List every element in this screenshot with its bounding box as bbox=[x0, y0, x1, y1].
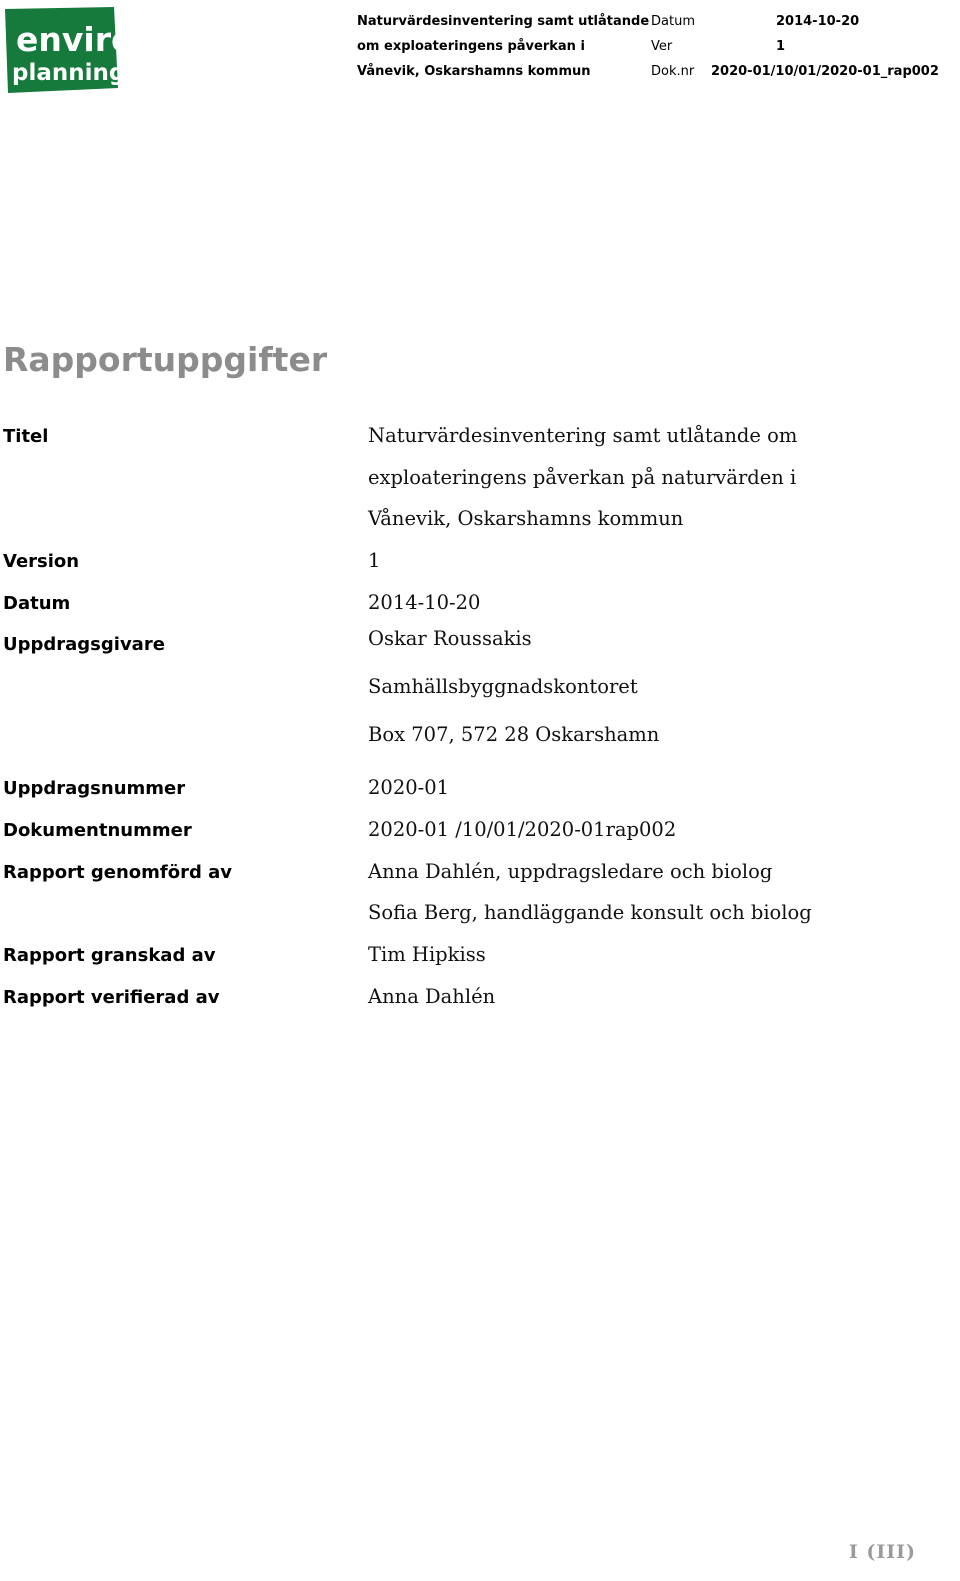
logo-text-line2: planning bbox=[12, 60, 126, 86]
logo-graphic bbox=[2, 6, 134, 95]
value-granskad: Tim Hipkiss bbox=[368, 943, 486, 966]
header-title-line: om exploateringens påverkan i bbox=[357, 39, 585, 54]
page-number: I (III) bbox=[848, 1541, 916, 1563]
label-rapport-verifierad: Rapport verifierad av bbox=[3, 987, 220, 1008]
header-title-line: Naturvärdesinventering samt utlåtande bbox=[357, 14, 650, 29]
header-docnr-label: Dok.nr bbox=[651, 64, 695, 79]
label-titel: Titel bbox=[3, 426, 49, 447]
label-version: Version bbox=[3, 551, 80, 572]
header-date-label: Datum bbox=[651, 14, 695, 29]
value-dokumentnummer: 2020-01 /10/01/2020-01rap002 bbox=[368, 818, 677, 841]
value-titel-line: Vånevik, Oskarshamns kommun bbox=[368, 507, 684, 530]
label-uppdragsgivare: Uppdragsgivare bbox=[3, 634, 165, 655]
enviroplanning-logo bbox=[2, 6, 134, 95]
value-uppdragsgivare-line: Oskar Roussakis bbox=[368, 627, 532, 650]
value-uppdragsnummer: 2020-01 bbox=[368, 776, 450, 799]
header-title-line: Vånevik, Oskarshamns kommun bbox=[357, 64, 591, 79]
value-genomford-line: Anna Dahlén, uppdragsledare och biolog bbox=[368, 860, 773, 883]
label-dokumentnummer: Dokumentnummer bbox=[3, 820, 192, 841]
label-uppdragsnummer: Uppdragsnummer bbox=[3, 778, 186, 799]
value-version: 1 bbox=[368, 549, 381, 572]
value-uppdragsgivare-line: Samhällsbyggnadskontoret bbox=[368, 675, 638, 698]
label-rapport-granskad: Rapport granskad av bbox=[3, 945, 216, 966]
value-datum: 2014-10-20 bbox=[368, 591, 481, 614]
value-genomford-line: Sofia Berg, handläggande konsult och biolog bbox=[368, 901, 812, 924]
label-datum: Datum bbox=[3, 593, 71, 614]
header-version-value: 1 bbox=[776, 39, 786, 54]
label-rapport-genomford: Rapport genomförd av bbox=[3, 862, 233, 883]
value-titel-line: Naturvärdesinventering samt utlåtande om bbox=[368, 424, 798, 447]
value-uppdragsgivare-line: Box 707, 572 28 Oskarshamn bbox=[368, 723, 660, 746]
value-titel-line: exploateringens påverkan på naturvärden i bbox=[368, 466, 797, 489]
value-verifierad: Anna Dahlén bbox=[368, 985, 496, 1008]
page-title: Rapportuppgifter bbox=[3, 340, 328, 379]
header-docnr-value: 2020-01/10/01/2020-01_rap002 bbox=[711, 64, 939, 79]
header-version-label: Ver bbox=[651, 39, 673, 54]
header-date-value: 2014-10-20 bbox=[776, 14, 860, 29]
logo-text-line1: enviro bbox=[16, 20, 134, 59]
